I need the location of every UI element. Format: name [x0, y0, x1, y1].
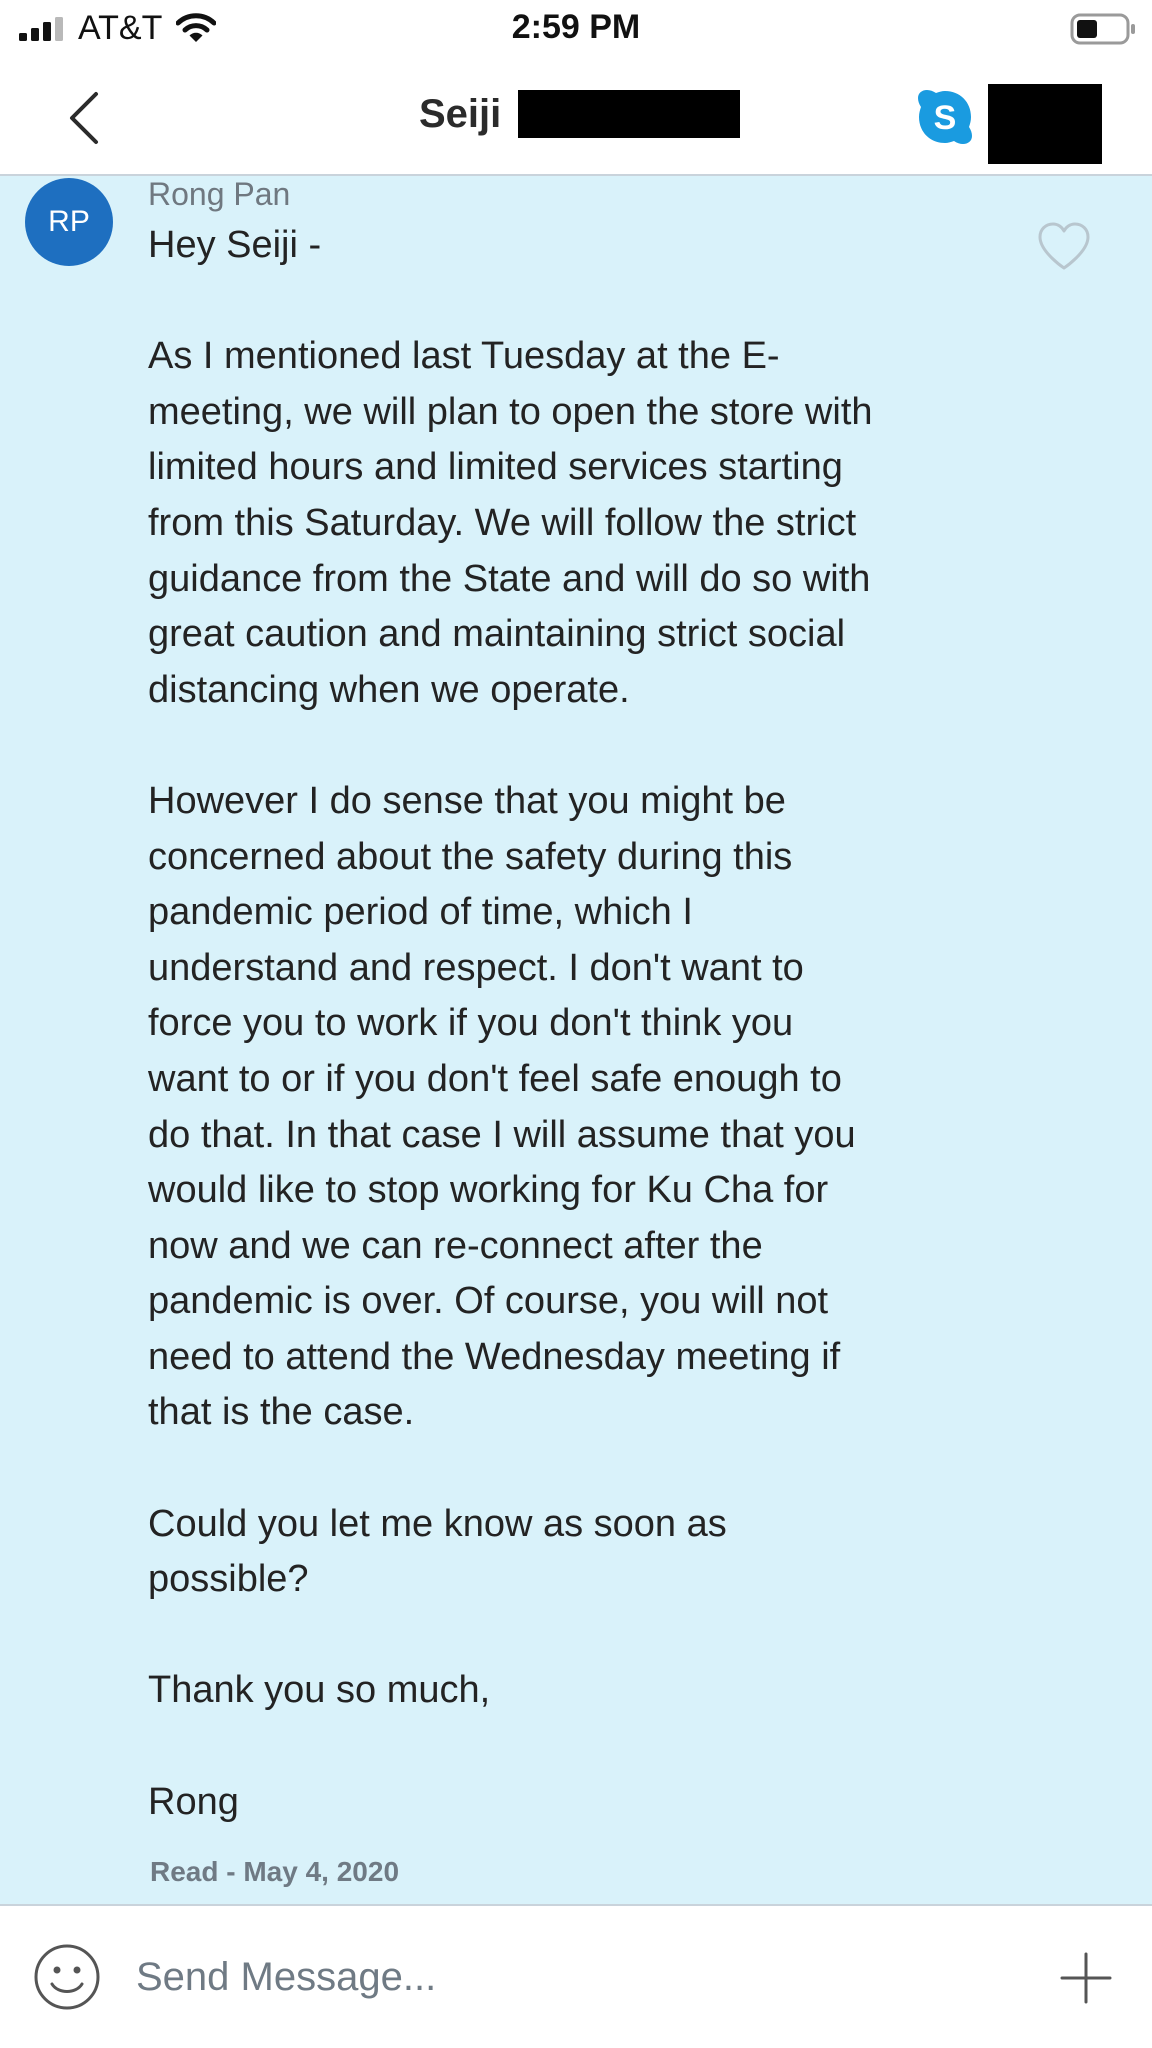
message-thread [0, 176, 1152, 1904]
redacted-name-block [518, 90, 740, 138]
status-time: 2:59 PM [511, 8, 641, 46]
heart-icon[interactable] [1036, 220, 1092, 272]
read-receipt: Read - May 4, 2020 [150, 1856, 400, 1887]
avatar[interactable]: RP [25, 178, 113, 266]
message-composer [0, 1904, 1152, 2048]
message-body: Hey Seiji - As I mentioned last Tuesday at the E- meeting, we will plan to open the store with limited hours and limited services starting from this Saturday. We will follow the strict guidance from the State and will do so with great caution and maintaining strict social distancing when we operate. However I do sense that you might be concerned about the safety during this pandemic period of time, which I understand and respect. I don't want to force you to work if you don't think you want to or if you don't feel safe enough to do that. In that case I will assume that you would like to stop working for Ku Cha for now and we can re-connect after the pandemic is over. Of course, you will not need to attend the Wednesday meeting if that is the case. Could you let me know as soon as possible? Thank you so much, Rong [148, 224, 873, 1823]
carrier-label: AT&T [78, 9, 163, 47]
back-button[interactable] [60, 86, 120, 150]
skype-icon[interactable] [916, 88, 974, 146]
sender-name: Rong Pan [148, 176, 291, 212]
chat-header [0, 58, 1152, 176]
smiley-icon[interactable] [32, 1942, 102, 2012]
redacted-block [988, 84, 1102, 164]
svg-text:S: S [933, 99, 957, 137]
battery-icon [1070, 12, 1136, 46]
send-message-input[interactable] [136, 1940, 996, 2014]
status-bar [0, 0, 1152, 58]
contact-name[interactable]: Seiji [419, 92, 502, 136]
plus-icon[interactable] [1058, 1950, 1114, 2006]
